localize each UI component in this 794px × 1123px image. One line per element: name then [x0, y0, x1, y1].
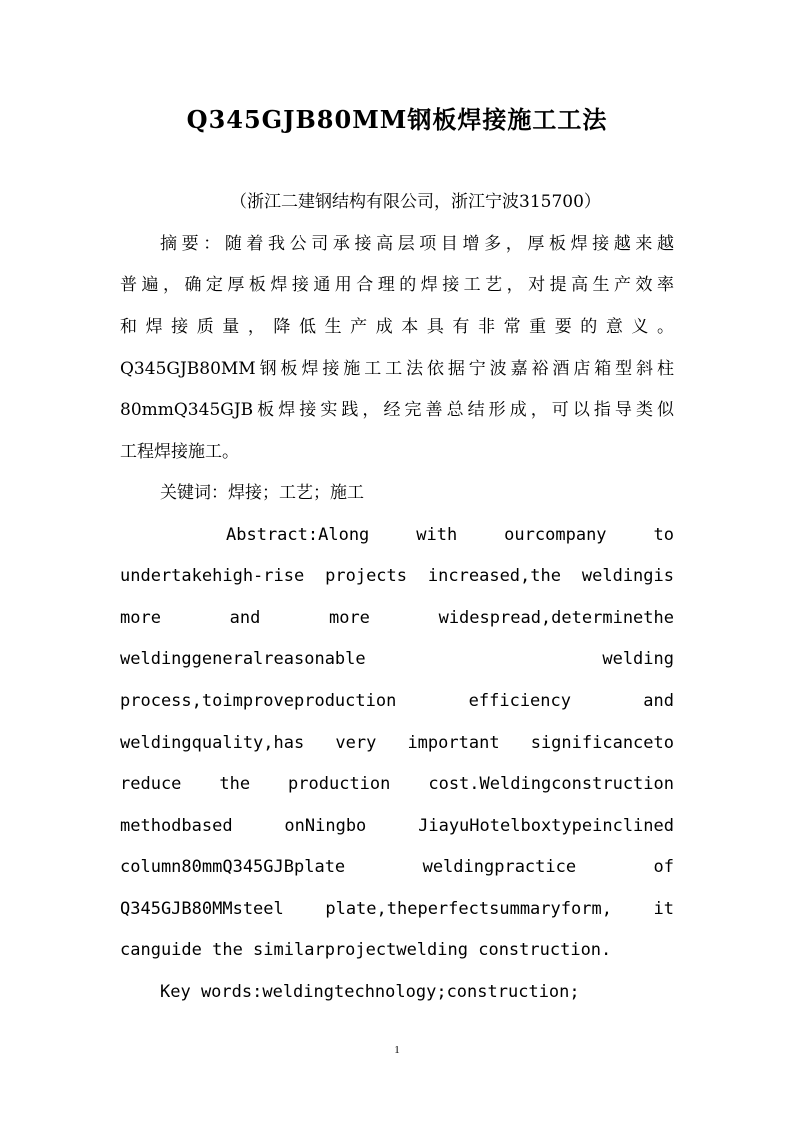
abstract-cn-line: 80mmQ345GJB板焊接实践，经完善总结形成，可以指导类似 [120, 400, 674, 420]
page-number: 1 [394, 1044, 400, 1056]
author-affiliation: （浙江二建钢结构有限公司，浙江宁波315700） [230, 192, 601, 212]
abstract-en-line: column80mmQ345GJBplate weldingpractice of [120, 857, 674, 877]
abstract-cn-line: 工程焊接施工。 [120, 442, 239, 462]
abstract-en-line: more and more widespread,determinethe [120, 608, 674, 628]
abstract-cn-line: 和焊接质量，降低生产成本具有非常重要的意义。 [120, 317, 674, 337]
abstract-en-line: Q345GJB80MMsteel plate,theperfectsummaryform, it [120, 899, 674, 919]
abstract-en-line: undertakehigh-rise projects increased,the weldingis [120, 566, 674, 586]
abstract-en-line: methodbased onNingbo JiayuHotelboxtypeinclined [120, 816, 674, 836]
abstract-cn-line: 普遍，确定厚板焊接通用合理的焊接工艺，对提高生产效率 [120, 275, 674, 295]
abstract-en-line: process,toimproveproduction efficiency and [120, 691, 674, 711]
abstract-cn-line: 摘要：随着我公司承接高层项目增多，厚板焊接越来越 [160, 234, 674, 254]
document-title: Q345GJB80MM钢板焊接施工工法 [186, 105, 608, 134]
abstract-en-line: weldingquality,has very important significanceto [120, 733, 674, 753]
keywords-cn: 关键词：焊接；工艺；施工 [160, 483, 364, 503]
abstract-en-line: reduce the production cost.Weldingconstruction [120, 774, 674, 794]
keywords-en: Key words:weldingtechnology;construction; [160, 982, 580, 1002]
abstract-en-line: Abstract:Along with ourcompany to [226, 525, 674, 545]
abstract-en-line: weldinggeneralreasonable welding [120, 649, 674, 669]
abstract-en-line: canguide the similarprojectwelding construction. [120, 940, 612, 960]
abstract-cn-line: Q345GJB80MM钢板焊接施工工法依据宁波嘉裕酒店箱型斜柱 [120, 359, 674, 379]
